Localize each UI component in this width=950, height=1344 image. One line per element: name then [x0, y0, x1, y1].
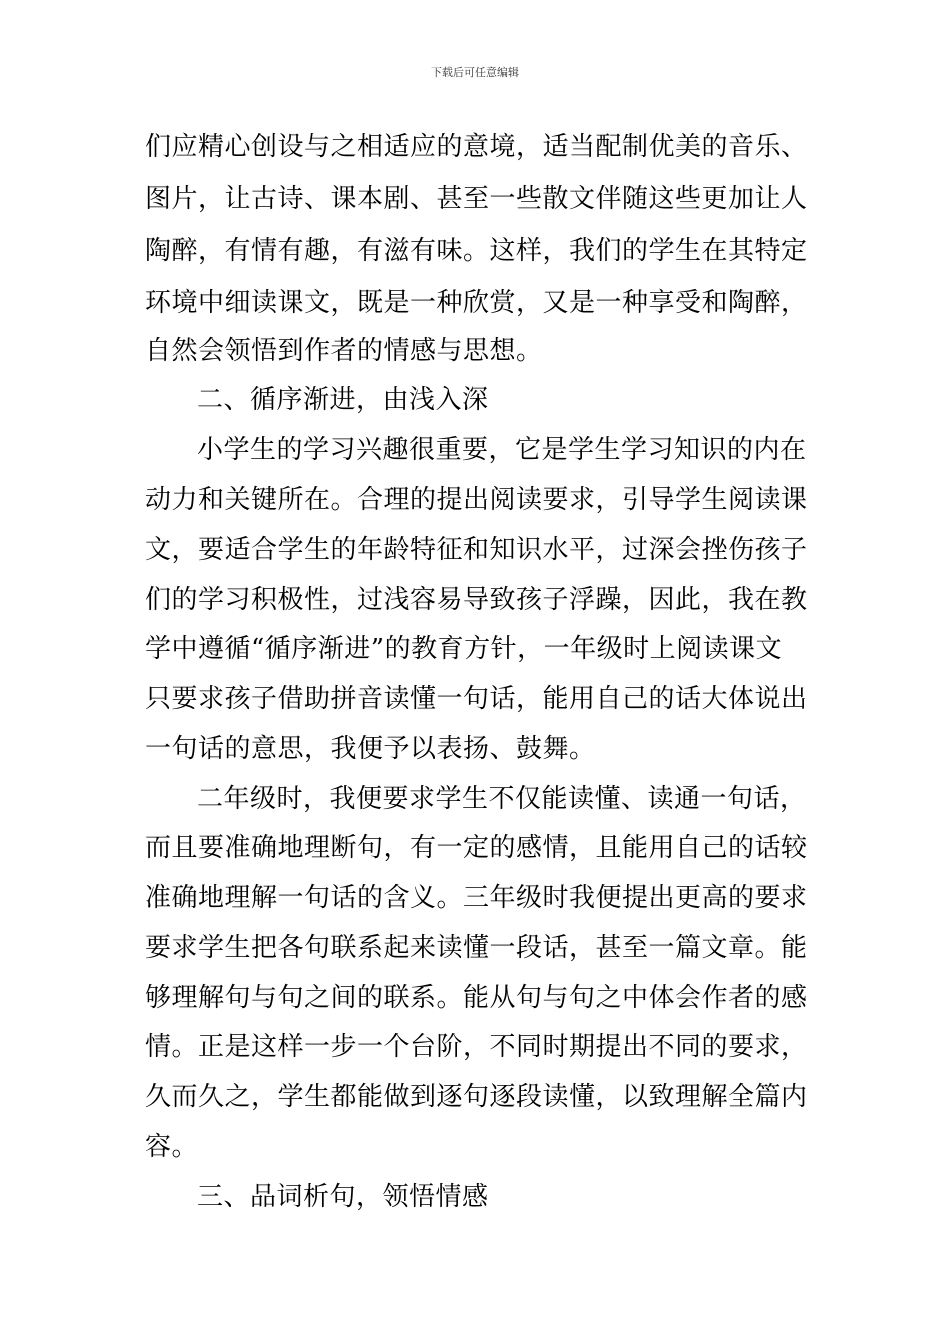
text-line: 动力和关键所在。合理的提出阅读要求，引导学生阅读课: [145, 485, 808, 515]
text-line: 要求学生把各句联系起来读懂一段话，甚至一篇文章。能: [145, 933, 808, 963]
section-heading: 二、循序渐进，由浅入深: [197, 385, 489, 415]
text-line: 一句话的意思，我便予以表扬、鼓舞。: [145, 734, 596, 764]
text-line: 情。正是这样一步一个台阶，不同时期提出不同的要求，: [145, 1032, 808, 1062]
text-line: 文，要适合学生的年龄特征和知识水平，过深会挫伤孩子: [145, 535, 808, 565]
text-line: 准确地理解一句话的含义。三年级时我便提出更高的要求: [145, 883, 808, 913]
page-header: 下载后可任意编辑: [431, 66, 519, 79]
text-line: 自然会领悟到作者的情感与思想。: [145, 336, 543, 366]
text-line: 久而久之，学生都能做到逐句逐段读懂，以致理解全篇内: [145, 1082, 808, 1112]
text-line: 图片，让古诗、课本剧、甚至一些散文伴随这些更加让人: [145, 184, 808, 214]
text-line: 够理解句与句之间的联系。能从句与句之中体会作者的感: [145, 983, 808, 1013]
text-line: 只要求孩子借助拼音读懂一句话，能用自己的话大体说出: [145, 684, 808, 714]
text-line: 们的学习积极性，过浅容易导致孩子浮躁，因此，我在教: [145, 585, 808, 615]
text-line: 容。: [145, 1132, 199, 1162]
section-heading: 三、品词析句，领悟情感: [197, 1182, 489, 1212]
text-line: 二年级时，我便要求学生不仅能读懂、读通一句话，: [197, 784, 807, 814]
text-line: 学中遵循“循序渐进”的教育方针，一年级时上阅读课文: [145, 634, 783, 664]
text-line: 小学生的学习兴趣很重要，它是学生学习知识的内在: [197, 435, 807, 465]
text-line: 们应精心创设与之相适应的意境，适当配制优美的音乐、: [145, 132, 808, 162]
text-line: 陶醉，有情有趣，有滋有味。这样，我们的学生在其特定: [145, 236, 808, 266]
text-line: 而且要准确地理断句，有一定的感情，且能用自己的话较: [145, 833, 808, 863]
text-line: 环境中细读课文，既是一种欣赏，又是一种享受和陶醉，: [145, 288, 808, 318]
